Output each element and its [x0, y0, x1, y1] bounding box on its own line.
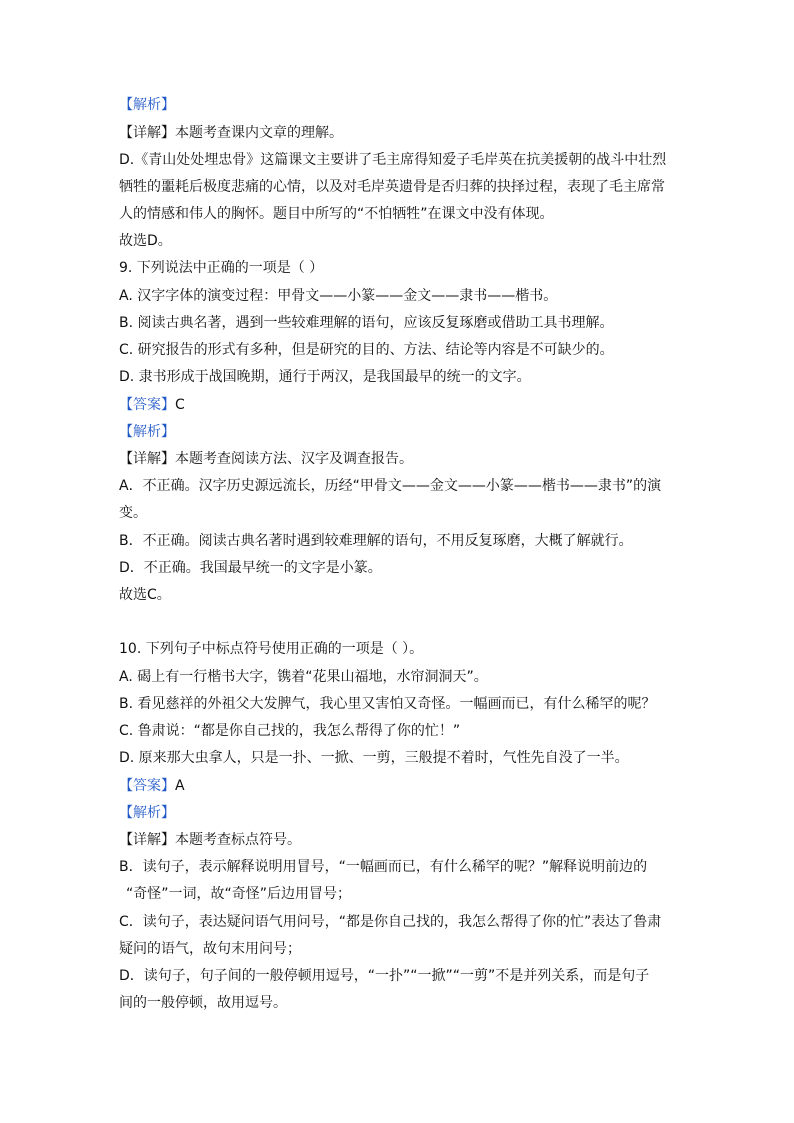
q9-stem: 9. 下列说法中正确的一项是（ ）: [119, 260, 324, 276]
q9-choice-result: 故选C。: [119, 587, 171, 603]
q9-explanation-a-line-2: 变。: [119, 505, 147, 521]
q9-explanation-b: B．不正确。阅读古典名著时遇到较难理解的语句，不用反复琢磨，大概了解就行。: [119, 533, 633, 549]
q9-option-c: C. 研究报告的形式有多种，但是研究的目的、方法、结论等内容是不可缺少的。: [119, 342, 614, 358]
q9-detail-heading: 【详解】本题考查阅读方法、汉字及调查报告。: [119, 451, 413, 467]
q10-stem: 10. 下列句子中标点符号使用正确的一项是（ ）。: [119, 641, 424, 657]
q10-answer-label: 【答案】: [119, 778, 175, 794]
q10-option-a: A. 碣上有一行楷书大字，镌着“花果山福地，水帘洞洞天”。: [119, 669, 488, 685]
q9-option-d: D. 隶书形成于战国晚期，通行于两汉，是我国最早的统一的文字。: [119, 369, 531, 385]
q9-answer: [119, 396, 185, 414]
q8-detail-heading: 【详解】本题考查课内文章的理解。: [119, 125, 343, 141]
q10-answer-value: A: [175, 778, 185, 794]
q8-explanation-line-2: 牺牲的噩耗后极度悲痛的心情，以及对毛岸英遗骨是否归葬的抉择过程，表现了毛主席常: [119, 179, 665, 195]
q9-analysis-heading: 【解析】: [119, 424, 175, 440]
q10-option-c: C. 鲁肃说：“都是你自己找的，我怎么帮得了你的忙！”: [119, 723, 461, 739]
q8-analysis-heading: 【解析】: [119, 97, 175, 113]
q8-explanation-line-1: D.《青山处处埋忠骨》这篇课文主要讲了毛主席得知爱子毛岸英在抗美援朝的战斗中壮烈: [119, 152, 667, 168]
q9-answer-value: C: [175, 397, 185, 413]
q9-option-b: B. 阅读古典名著，遇到一些较难理解的语句，应该反复琢磨或借助工具书理解。: [119, 315, 614, 331]
q10-explanation-b-line-2: “奇怪”一词，故“奇怪”后边用冒号；: [126, 886, 352, 902]
q9-explanation-d: D．不正确。我国最早统一的文字是小篆。: [119, 560, 382, 576]
q9-option-a: A. 汉字字体的演变过程：甲骨文——小篆——金文——隶书——楷书。: [119, 288, 558, 304]
q10-analysis-heading: 【解析】: [119, 805, 175, 821]
q10-option-d: D. 原来那大虫拿人，只是一扑、一掀、一剪，三般提不着时，气性先自没了一半。: [119, 750, 629, 766]
q10-answer: [119, 777, 185, 795]
q8-choice-result: 故选D。: [119, 233, 172, 249]
q9-answer-label: 【答案】: [119, 397, 175, 413]
q10-explanation-c-line-1: C．读句子，表达疑问语气用问号，“都是你自己找的，我怎么帮得了你的忙”表达了鲁肃: [119, 914, 662, 930]
q10-explanation-d-line-2: 间的一般停顿，故用逗号。: [119, 995, 287, 1011]
q9-explanation-a-line-1: A．不正确。汉字历史源远流长，历经“甲骨文——金文——小篆——楷书——隶书”的演: [119, 478, 662, 494]
q10-option-b: B. 看见慈祥的外祖父大发脾气，我心里又害怕又奇怪。一幅画而已，有什么稀罕的呢？: [119, 696, 656, 712]
q10-explanation-b-line-1: B．读句子，表示解释说明用冒号，“一幅画而已，有什么稀罕的呢？”解释说明前边的: [119, 859, 648, 875]
q8-explanation-line-3: 人的情感和伟人的胸怀。题目中所写的“不怕牺牲”在课文中没有体现。: [119, 206, 554, 222]
q10-explanation-c-line-2: 疑问的语气，故句末用问号；: [119, 941, 301, 957]
q10-detail-heading: 【详解】本题考查标点符号。: [119, 832, 301, 848]
q10-explanation-d-line-1: D．读句子，句子间的一般停顿用逗号，“一扑”“一掀”“一剪”不是并列关系，而是句子: [119, 968, 650, 984]
